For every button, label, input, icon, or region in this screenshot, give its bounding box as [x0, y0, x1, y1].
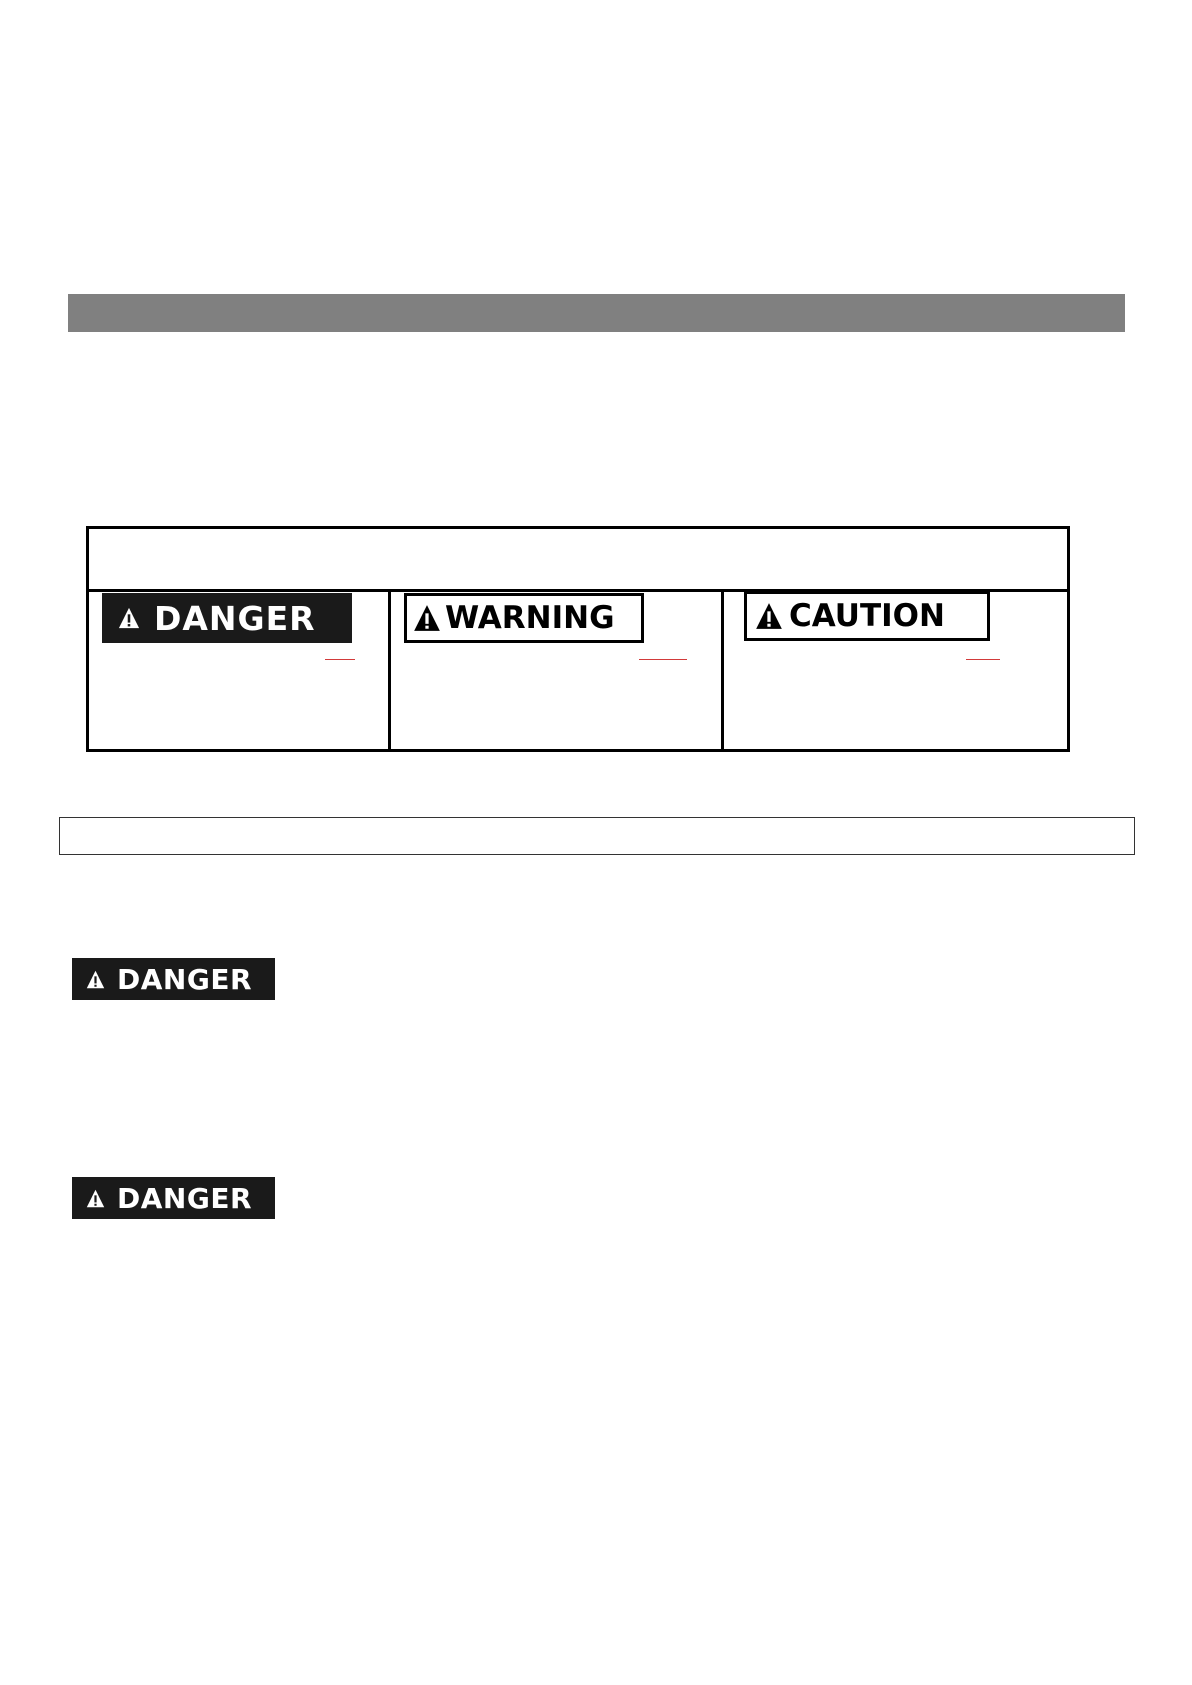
- warning-triangle-icon: [86, 1189, 105, 1208]
- signal-cell-warning: [391, 589, 724, 749]
- warning-triangle-icon: [118, 607, 140, 629]
- warning-label: [404, 593, 644, 643]
- caution-label-text: CAUTION: [789, 598, 945, 634]
- underline-mark: [639, 659, 687, 660]
- signal-cell-danger: [89, 589, 391, 749]
- signal-table-header: [89, 529, 1067, 592]
- warning-label-text: WARNING: [445, 600, 615, 636]
- warning-triangle-icon: [413, 604, 441, 632]
- warning-triangle-icon: [86, 970, 105, 989]
- signal-cell-caution: [724, 589, 1067, 749]
- danger-label: [72, 1177, 275, 1219]
- underline-mark: [325, 659, 355, 660]
- danger-label-text: DANGER: [154, 598, 316, 638]
- danger-label-text: DANGER: [117, 962, 253, 996]
- danger-label: [102, 593, 352, 643]
- danger-label: [72, 958, 275, 1000]
- warning-triangle-icon: [755, 602, 783, 630]
- danger-label-text: DANGER: [117, 1181, 253, 1215]
- section-header-bar: [68, 294, 1125, 332]
- section-subheader-bar: [59, 817, 1135, 855]
- underline-mark: [966, 659, 1000, 660]
- signal-word-table: [86, 526, 1070, 752]
- caution-label: [744, 591, 990, 641]
